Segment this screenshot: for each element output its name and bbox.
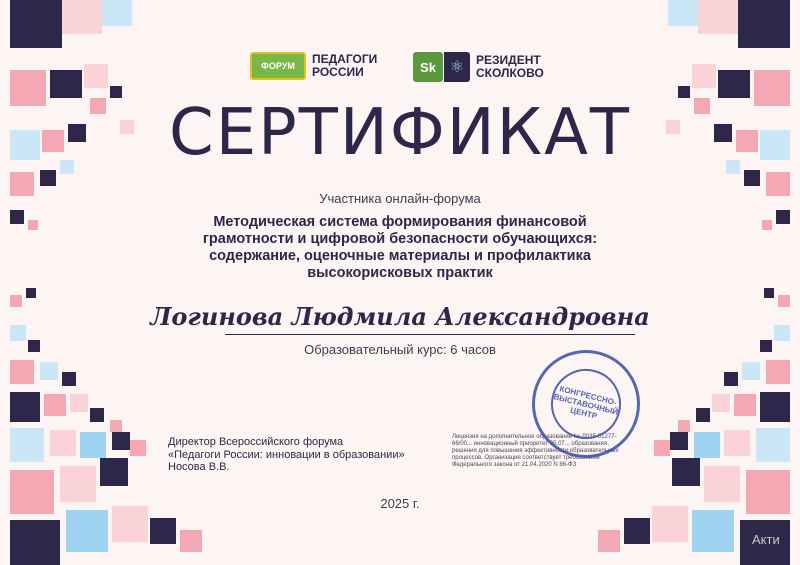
border-tile <box>742 362 760 380</box>
border-tile <box>692 64 716 88</box>
border-tile <box>678 420 690 432</box>
border-tile <box>624 518 650 544</box>
border-tile <box>90 408 104 422</box>
director-signature-block <box>168 436 428 474</box>
license-text: Лицензия на дополнительное образование № Л035-01277-66/00... инновационный приоритет 05.07... образования, решения для повышения эффективности образовательных процессов. Организация соответствует требованиям Федерального закона от 21.04.2020 N 86-ФЗ <box>452 434 619 468</box>
sk-badge: Sk <box>413 52 443 82</box>
forum-logo <box>250 52 382 80</box>
border-tile <box>62 0 102 34</box>
certificate-year: 2025 г. <box>380 496 420 511</box>
border-tile <box>100 458 128 486</box>
border-tile <box>28 220 38 230</box>
border-tile <box>40 362 58 380</box>
border-tile <box>84 64 108 88</box>
forum-name: ПЕДАГОГИ РОССИИ <box>312 52 378 79</box>
activation-watermark: Акти <box>752 532 780 547</box>
border-tile <box>50 430 76 456</box>
border-tile <box>668 0 698 26</box>
border-tile <box>692 510 734 552</box>
border-tile <box>744 170 760 186</box>
border-tile <box>762 220 772 230</box>
name-underline <box>225 334 635 335</box>
border-tile <box>760 392 790 422</box>
border-tile <box>40 170 56 186</box>
skolkovo-logo <box>413 52 556 82</box>
border-tile <box>130 440 146 456</box>
border-tile <box>712 394 730 412</box>
director-name: Носова В.В. <box>168 461 230 473</box>
recipient-name: Логинова Людмила Александровна <box>150 302 650 331</box>
border-tile <box>10 360 34 384</box>
border-tile <box>112 506 148 542</box>
border-tile <box>756 428 790 462</box>
border-tile <box>724 430 750 456</box>
border-tile <box>696 408 710 422</box>
border-tile <box>10 210 24 224</box>
border-tile <box>698 0 738 34</box>
border-tile <box>80 432 106 458</box>
border-tile <box>62 372 76 386</box>
participant-label: Участника онлайн-форума <box>319 191 481 206</box>
border-tile <box>766 360 790 384</box>
atom-icon: ⚛ <box>444 52 470 82</box>
course-hours: Образовательный курс: 6 часов <box>304 342 496 357</box>
border-tile <box>10 520 60 565</box>
border-tile <box>102 0 132 26</box>
certificate-title: СЕРТИФИКАТ <box>169 96 631 170</box>
border-tile <box>26 288 36 298</box>
forum-badge: ФОРУМ <box>250 52 306 80</box>
border-tile <box>672 458 700 486</box>
border-tile <box>654 440 670 456</box>
border-tile <box>150 518 176 544</box>
border-tile <box>776 210 790 224</box>
border-tile <box>112 432 130 450</box>
stamp-center-text: КОНГРЕССНО-ВЫСТАВОЧНЫЙ ЦЕНТР <box>544 362 629 447</box>
border-tile <box>670 432 688 450</box>
director-title: Директор Всероссийского форума <box>168 436 344 448</box>
border-tile <box>738 0 790 48</box>
border-tile <box>10 428 44 462</box>
border-tile <box>724 372 738 386</box>
skolkovo-name: РЕЗИДЕНТ СКОЛКОВО <box>476 53 544 80</box>
border-tile <box>598 530 620 552</box>
border-tile <box>110 420 122 432</box>
border-tile <box>764 288 774 298</box>
border-tile <box>734 394 756 416</box>
border-tile <box>10 392 40 422</box>
border-tile <box>70 394 88 412</box>
border-tile <box>10 0 62 48</box>
director-forum: «Педагоги России: инновации в образовании» <box>168 448 405 461</box>
border-tile <box>694 432 720 458</box>
border-tile <box>652 506 688 542</box>
border-tile <box>66 510 108 552</box>
border-tile <box>44 394 66 416</box>
forum-topic: Методическая система формирования финансовой грамотности и цифровой безопасности обучающихся: содержание, оценочные материалы и профилактика высокорисковых практик <box>202 214 598 281</box>
border-tile <box>718 70 750 98</box>
border-tile <box>50 70 82 98</box>
border-tile <box>180 530 202 552</box>
